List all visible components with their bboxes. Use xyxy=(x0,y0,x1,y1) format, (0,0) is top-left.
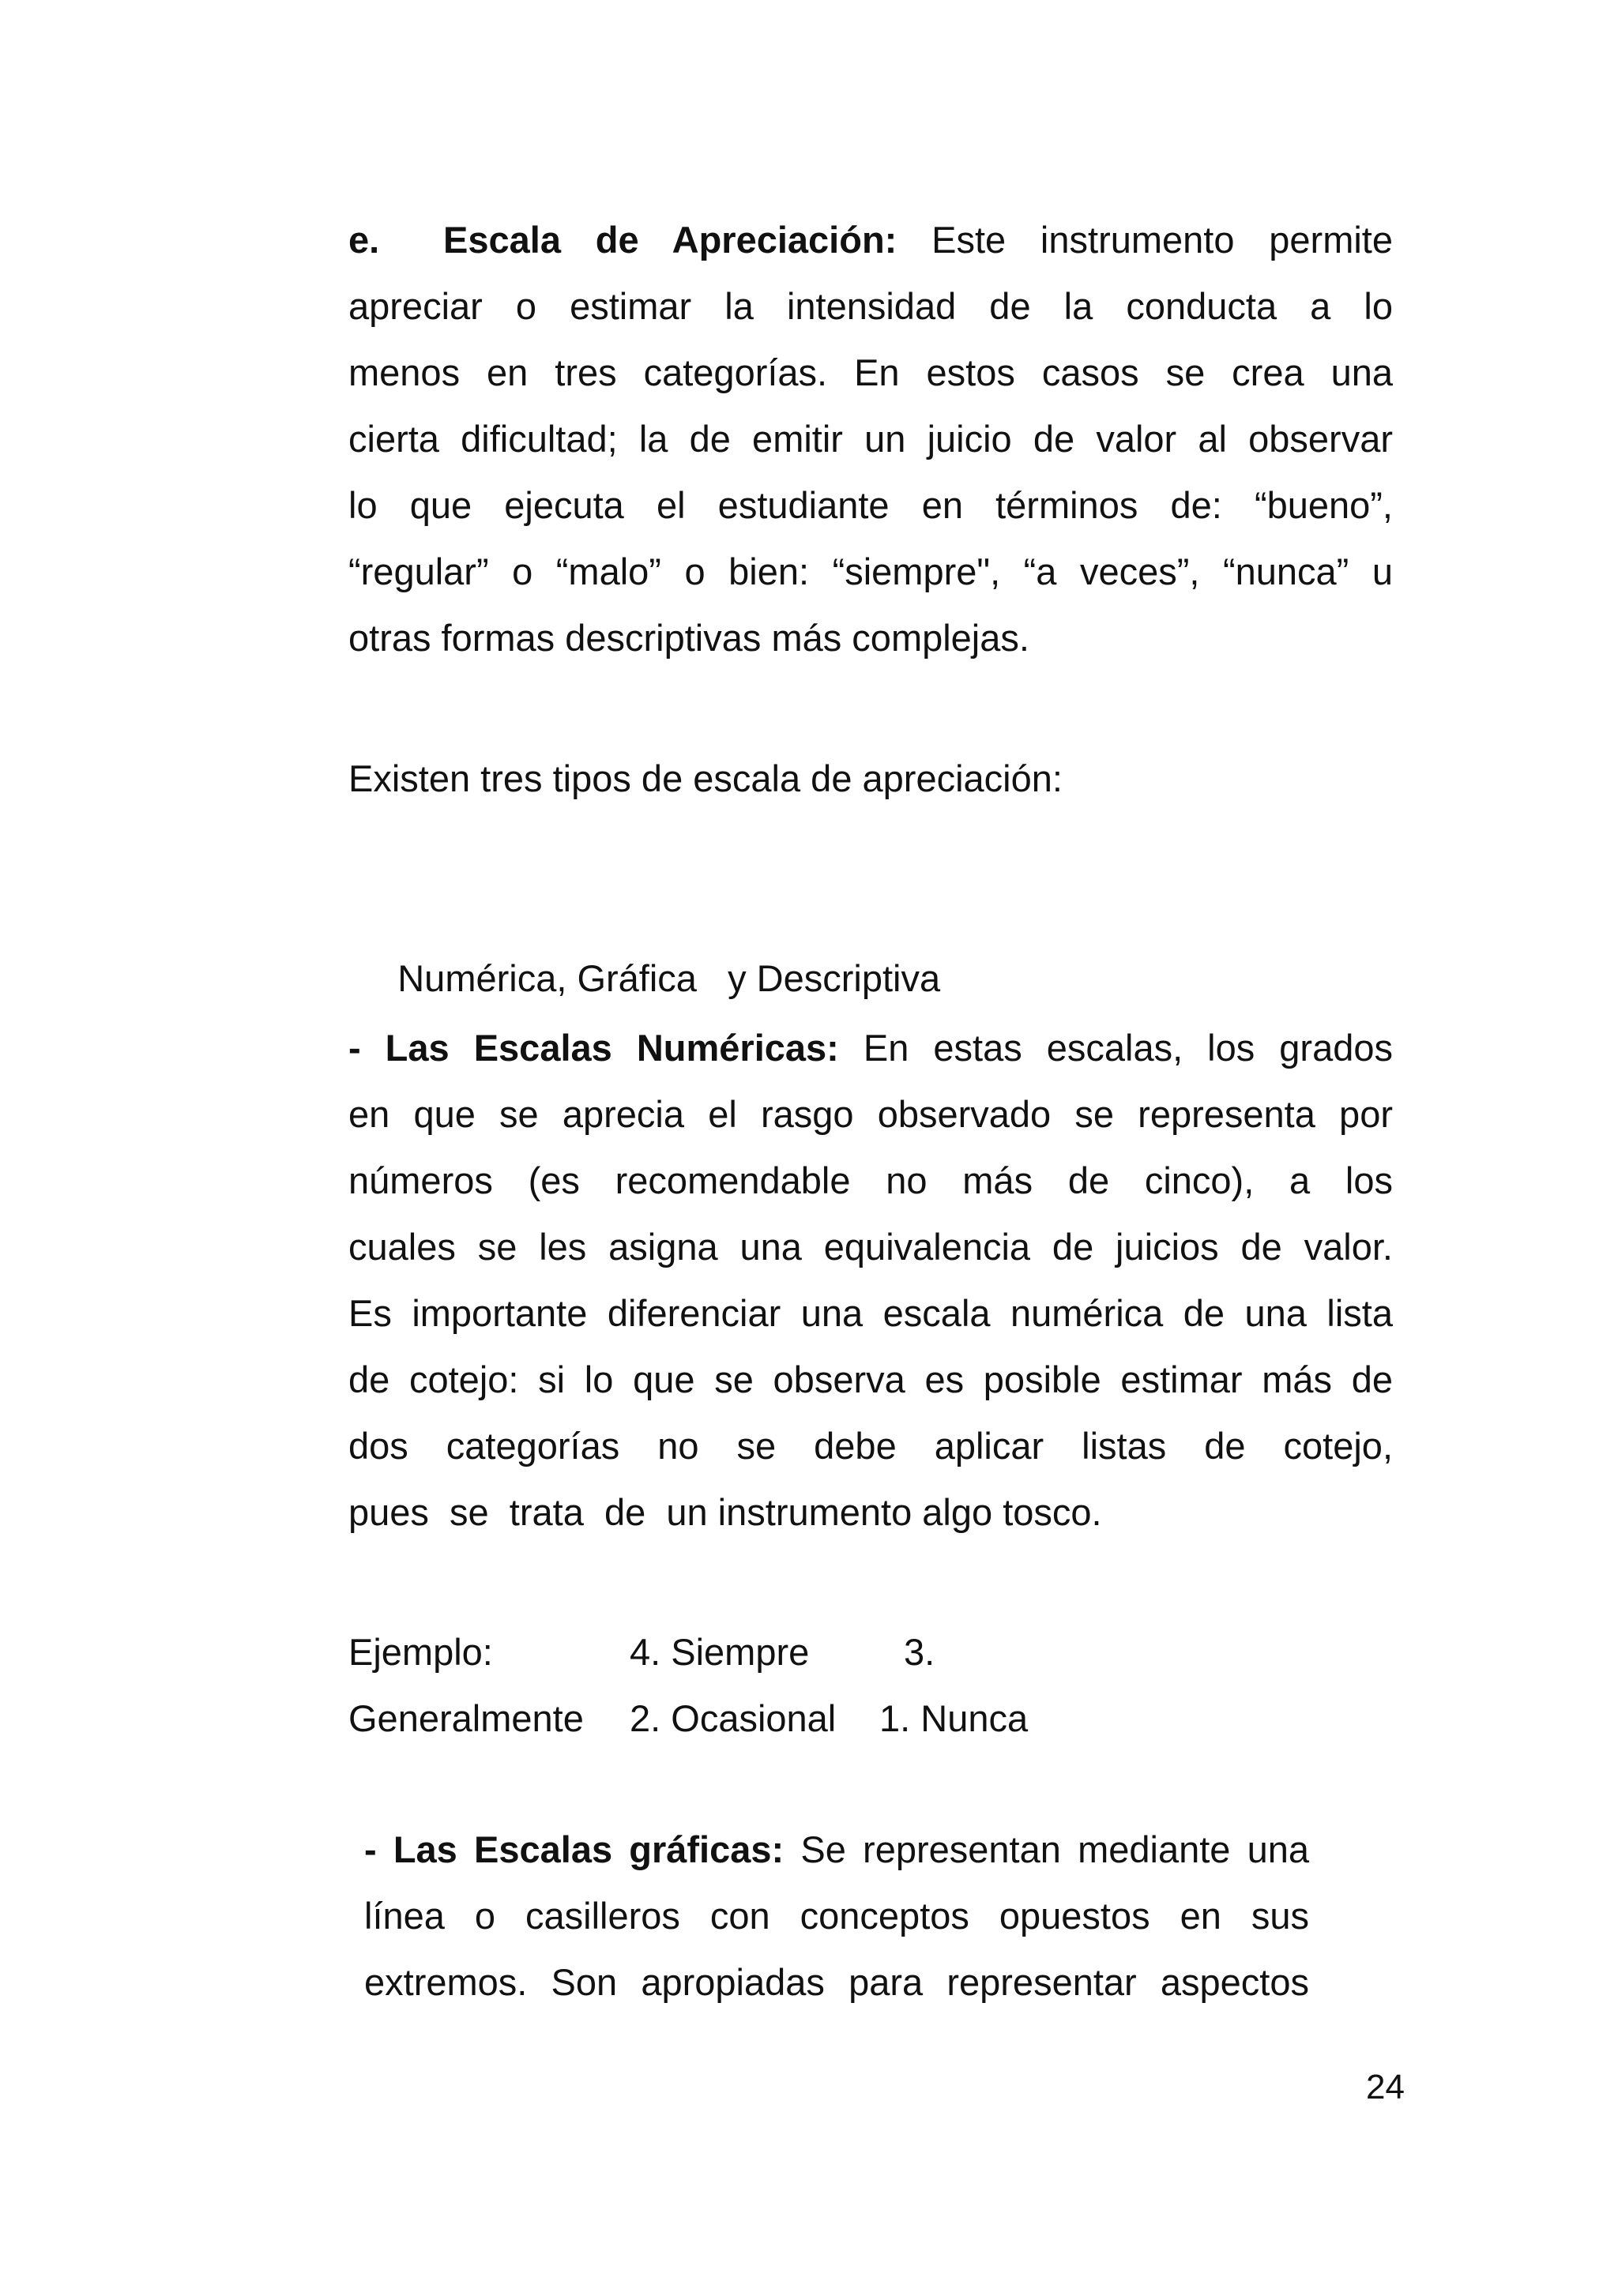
paragraph-line: lo que ejecuta el estudiante en términos de: “bueno”, xyxy=(348,484,1393,526)
paragraph-line: pues se trata de un instrumento algo tosco. xyxy=(348,1491,1102,1533)
example-item-3: 3. xyxy=(904,1631,935,1673)
example-item-4: 4. Siempre xyxy=(630,1631,810,1673)
paragraph-line: línea o casilleros con conceptos opuestos en sus xyxy=(364,1895,1309,1937)
paragraph-line: números (es recomendable no más de cinco), a los xyxy=(348,1159,1393,1201)
example-item-1: 1. Nunca xyxy=(879,1697,1029,1739)
section-label: e. xyxy=(348,219,380,261)
types-intro xyxy=(348,746,1393,812)
section-escalas-graficas xyxy=(364,1817,1309,2016)
paragraph-line: “regular” o “malo” o bien: “siempre", “a veces”, “nunca” u xyxy=(348,551,1393,592)
paragraph-line: apreciar o estimar la intensidad de la conducta a lo xyxy=(348,285,1393,327)
paragraph-line: extremos. Son apropiadas para representar aspectos xyxy=(364,1961,1309,2003)
paragraph-text: Se representan mediante una xyxy=(800,1828,1310,1870)
section-title: Escala de Apreciación: xyxy=(443,219,897,261)
paragraph-line: en que se aprecia el rasgo observado se representa por xyxy=(348,1093,1393,1135)
page-number: 24 xyxy=(1366,2068,1405,2106)
paragraph-line: menos en tres categorías. En estos casos se crea una xyxy=(348,351,1393,393)
section-title: - Las Escalas gráficas: xyxy=(364,1828,785,1870)
paragraph-line xyxy=(348,207,1393,273)
example-label: Ejemplo: xyxy=(348,1631,493,1673)
paragraph-line: dos categorías no se debe aplicar listas de cotejo, xyxy=(348,1425,1393,1467)
paragraph-line: de cotejo: si lo que se observa es posible estimar más de xyxy=(348,1358,1393,1400)
types-intro-text: Existen tres tipos de escala de apreciación: xyxy=(348,757,1063,799)
paragraph-line: cuales se les asigna una equivalencia de juicios de valor. xyxy=(348,1226,1393,1268)
paragraph-line: Es importante diferenciar una escala numérica de una lista xyxy=(348,1292,1393,1334)
types-list-text: Numérica, Gráfica y Descriptiva xyxy=(397,957,941,999)
paragraph-line: cierta dificultad; la de emitir un juicio de valor al observar xyxy=(348,418,1393,460)
section-escalas-numericas xyxy=(348,1015,1393,1546)
paragraph-text: Este instrumento permite xyxy=(931,219,1393,261)
section-escala-apreciacion xyxy=(348,207,1393,671)
example-item-2: 2. Ocasional xyxy=(630,1697,837,1739)
paragraph-line xyxy=(364,1817,1309,1883)
paragraph-line: otras formas descriptivas más complejas. xyxy=(348,617,1029,659)
paragraph-line xyxy=(348,1015,1393,1081)
paragraph-text: En estas escalas, los grados xyxy=(863,1027,1393,1069)
section-title: - Las Escalas Numéricas: xyxy=(348,1027,839,1069)
example-item-3-continued: Generalmente xyxy=(348,1697,584,1739)
